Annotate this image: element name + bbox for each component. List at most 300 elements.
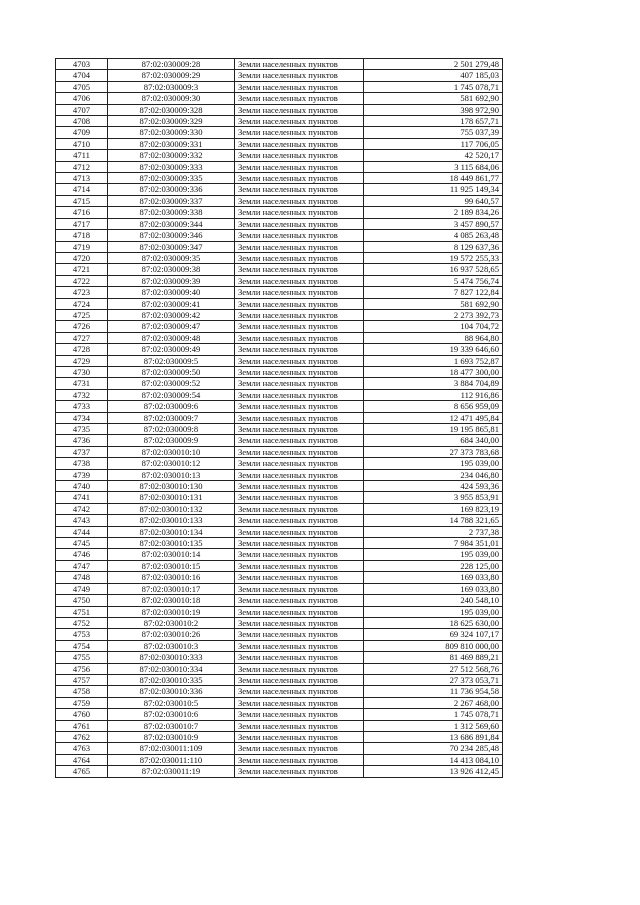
- cadastral-value-cell: 684 340,00: [364, 435, 503, 446]
- cadastral-value-cell: 11 736 954,58: [364, 686, 503, 697]
- cadastral-number-cell: 87:02:030010:5: [108, 697, 235, 708]
- land-category-cell: Земли населенных пунктов: [235, 207, 364, 218]
- table-row: [56, 81, 503, 92]
- row-number-cell: 4705: [56, 81, 108, 92]
- row-number-cell: 4703: [56, 59, 108, 70]
- land-category-cell: Земли населенных пунктов: [235, 583, 364, 594]
- row-number-cell: 4765: [56, 766, 108, 777]
- row-number-cell: 4726: [56, 321, 108, 332]
- cadastral-number-cell: 87:02:030010:131: [108, 492, 235, 503]
- cadastral-number-cell: 87:02:030009:54: [108, 389, 235, 400]
- cadastral-value-cell: 12 471 495,84: [364, 412, 503, 423]
- row-number-cell: 4735: [56, 424, 108, 435]
- cadastral-number-cell: 87:02:030009:52: [108, 378, 235, 389]
- cadastral-value-cell: 3 115 684,06: [364, 161, 503, 172]
- land-category-cell: Земли населенных пунктов: [235, 435, 364, 446]
- row-number-cell: 4739: [56, 469, 108, 480]
- table-row: [56, 93, 503, 104]
- row-number-cell: 4750: [56, 595, 108, 606]
- cadastral-number-cell: 87:02:030010:135: [108, 538, 235, 549]
- cadastral-number-cell: 87:02:030011:109: [108, 743, 235, 754]
- row-number-cell: 4709: [56, 127, 108, 138]
- table-row: [56, 583, 503, 594]
- row-number-cell: 4744: [56, 526, 108, 537]
- cadastral-number-cell: 87:02:030010:18: [108, 595, 235, 606]
- land-category-cell: Земли населенных пунктов: [235, 743, 364, 754]
- cadastral-value-cell: 14 413 084,10: [364, 754, 503, 765]
- cadastral-number-cell: 87:02:030010:130: [108, 481, 235, 492]
- cadastral-number-cell: 87:02:030010:19: [108, 606, 235, 617]
- land-category-cell: Земли населенных пунктов: [235, 458, 364, 469]
- cadastral-value-cell: 2 189 834,26: [364, 207, 503, 218]
- cadastral-value-cell: 81 469 889,21: [364, 652, 503, 663]
- land-category-cell: Земли населенных пунктов: [235, 549, 364, 560]
- cadastral-number-cell: 87:02:030009:35: [108, 252, 235, 263]
- row-number-cell: 4734: [56, 412, 108, 423]
- cadastral-value-table: [55, 58, 503, 778]
- cadastral-value-cell: 3 955 853,91: [364, 492, 503, 503]
- cadastral-value-cell: 18 449 861,77: [364, 173, 503, 184]
- land-category-cell: Земли населенных пунктов: [235, 195, 364, 206]
- cadastral-value-cell: 755 037,39: [364, 127, 503, 138]
- row-number-cell: 4753: [56, 629, 108, 640]
- cadastral-number-cell: 87:02:030009:336: [108, 184, 235, 195]
- land-category-cell: Земли населенных пунктов: [235, 697, 364, 708]
- land-category-cell: Земли населенных пунктов: [235, 150, 364, 161]
- row-number-cell: 4760: [56, 709, 108, 720]
- land-category-cell: Земли населенных пунктов: [235, 640, 364, 651]
- cadastral-number-cell: 87:02:030009:30: [108, 93, 235, 104]
- cadastral-number-cell: 87:02:030009:335: [108, 173, 235, 184]
- row-number-cell: 4720: [56, 252, 108, 263]
- land-category-cell: Земли населенных пунктов: [235, 93, 364, 104]
- row-number-cell: 4737: [56, 446, 108, 457]
- cadastral-number-cell: 87:02:030010:16: [108, 572, 235, 583]
- cadastral-value-cell: 1 745 078,71: [364, 81, 503, 92]
- row-number-cell: 4714: [56, 184, 108, 195]
- table-row: [56, 458, 503, 469]
- table-row: [56, 309, 503, 320]
- land-category-cell: Земли населенных пунктов: [235, 412, 364, 423]
- row-number-cell: 4759: [56, 697, 108, 708]
- land-category-cell: Земли населенных пунктов: [235, 275, 364, 286]
- cadastral-number-cell: 87:02:030009:337: [108, 195, 235, 206]
- table-row: [56, 218, 503, 229]
- cadastral-value-cell: 104 704,72: [364, 321, 503, 332]
- row-number-cell: 4710: [56, 138, 108, 149]
- cadastral-value-cell: 14 788 321,65: [364, 515, 503, 526]
- land-category-cell: Земли населенных пунктов: [235, 218, 364, 229]
- table-row: [56, 252, 503, 263]
- cadastral-number-cell: 87:02:030009:28: [108, 59, 235, 70]
- land-category-cell: Земли населенных пунктов: [235, 344, 364, 355]
- table-row: [56, 59, 503, 70]
- table-row: [56, 298, 503, 309]
- table-row: [56, 195, 503, 206]
- cadastral-number-cell: 87:02:030010:26: [108, 629, 235, 640]
- land-category-cell: Земли населенных пунктов: [235, 298, 364, 309]
- cadastral-value-cell: 19 195 865,81: [364, 424, 503, 435]
- cadastral-value-cell: 70 234 285,48: [364, 743, 503, 754]
- cadastral-value-cell: 99 640,57: [364, 195, 503, 206]
- row-number-cell: 4757: [56, 674, 108, 685]
- cadastral-value-cell: 1 745 078,71: [364, 709, 503, 720]
- table-row: [56, 332, 503, 343]
- cadastral-number-cell: 87:02:030010:6: [108, 709, 235, 720]
- table-row: [56, 366, 503, 377]
- land-category-cell: Земли населенных пунктов: [235, 116, 364, 127]
- cadastral-value-cell: 234 046,80: [364, 469, 503, 480]
- table-row: [56, 344, 503, 355]
- land-category-cell: Земли населенных пунктов: [235, 184, 364, 195]
- cadastral-number-cell: 87:02:030009:5: [108, 355, 235, 366]
- table-row: [56, 538, 503, 549]
- cadastral-number-cell: 87:02:030009:6: [108, 401, 235, 412]
- table-row: [56, 526, 503, 537]
- cadastral-value-cell: 3 457 890,57: [364, 218, 503, 229]
- cadastral-value-cell: 11 925 149,34: [364, 184, 503, 195]
- table-row: [56, 572, 503, 583]
- cadastral-value-cell: 5 474 756,74: [364, 275, 503, 286]
- cadastral-value-cell: 8 656 959,09: [364, 401, 503, 412]
- row-number-cell: 4756: [56, 663, 108, 674]
- land-category-cell: Земли населенных пунктов: [235, 138, 364, 149]
- row-number-cell: 4733: [56, 401, 108, 412]
- cadastral-number-cell: 87:02:030010:7: [108, 720, 235, 731]
- cadastral-number-cell: 87:02:030009:41: [108, 298, 235, 309]
- cadastral-number-cell: 87:02:030009:38: [108, 264, 235, 275]
- table-row: [56, 766, 503, 777]
- land-category-cell: Земли населенных пунктов: [235, 401, 364, 412]
- cadastral-value-cell: 4 085 263,48: [364, 230, 503, 241]
- row-number-cell: 4716: [56, 207, 108, 218]
- table-row: [56, 674, 503, 685]
- table-row: [56, 412, 503, 423]
- land-category-cell: Земли населенных пунктов: [235, 264, 364, 275]
- cadastral-value-cell: 16 937 528,65: [364, 264, 503, 275]
- cadastral-value-cell: 27 373 053,71: [364, 674, 503, 685]
- table-row: [56, 515, 503, 526]
- land-category-cell: Земли населенных пунктов: [235, 389, 364, 400]
- land-category-cell: Земли населенных пунктов: [235, 70, 364, 81]
- land-category-cell: Земли населенных пунктов: [235, 572, 364, 583]
- cadastral-value-cell: 2 273 392,73: [364, 309, 503, 320]
- row-number-cell: 4747: [56, 560, 108, 571]
- row-number-cell: 4741: [56, 492, 108, 503]
- cadastral-value-cell: 3 884 704,89: [364, 378, 503, 389]
- cadastral-number-cell: 87:02:030010:15: [108, 560, 235, 571]
- table-row: [56, 492, 503, 503]
- cadastral-value-cell: 19 339 646,60: [364, 344, 503, 355]
- cadastral-value-cell: 19 572 255,33: [364, 252, 503, 263]
- cadastral-value-cell: 169 033,80: [364, 583, 503, 594]
- table-row: [56, 629, 503, 640]
- cadastral-value-cell: 42 520,17: [364, 150, 503, 161]
- table-row: [56, 161, 503, 172]
- table-row: [56, 435, 503, 446]
- cadastral-value-cell: 581 692,90: [364, 93, 503, 104]
- table-row: [56, 275, 503, 286]
- land-category-cell: Земли населенных пунктов: [235, 595, 364, 606]
- table-row: [56, 116, 503, 127]
- table-row: [56, 138, 503, 149]
- row-number-cell: 4721: [56, 264, 108, 275]
- table-row: [56, 104, 503, 115]
- table-row: [56, 241, 503, 252]
- cadastral-value-cell: 88 964,80: [364, 332, 503, 343]
- land-category-cell: Земли населенных пунктов: [235, 731, 364, 742]
- row-number-cell: 4754: [56, 640, 108, 651]
- row-number-cell: 4712: [56, 161, 108, 172]
- cadastral-number-cell: 87:02:030009:50: [108, 366, 235, 377]
- row-number-cell: 4752: [56, 617, 108, 628]
- table-row: [56, 150, 503, 161]
- cadastral-value-cell: 69 324 107,17: [364, 629, 503, 640]
- table-row: [56, 446, 503, 457]
- cadastral-value-cell: 2 737,38: [364, 526, 503, 537]
- table-row: [56, 264, 503, 275]
- table-row: [56, 503, 503, 514]
- land-category-cell: Земли населенных пунктов: [235, 378, 364, 389]
- cadastral-value-cell: 178 657,71: [364, 116, 503, 127]
- cadastral-value-cell: 27 373 783,68: [364, 446, 503, 457]
- land-category-cell: Земли населенных пунктов: [235, 469, 364, 480]
- cadastral-value-cell: 195 039,00: [364, 549, 503, 560]
- table-row: [56, 424, 503, 435]
- land-category-cell: Земли населенных пунктов: [235, 686, 364, 697]
- table-row: [56, 617, 503, 628]
- table-row: [56, 378, 503, 389]
- row-number-cell: 4762: [56, 731, 108, 742]
- cadastral-number-cell: 87:02:030009:328: [108, 104, 235, 115]
- land-category-cell: Земли населенных пунктов: [235, 652, 364, 663]
- table-row: [56, 184, 503, 195]
- land-category-cell: Земли населенных пунктов: [235, 161, 364, 172]
- table-row: [56, 709, 503, 720]
- row-number-cell: 4711: [56, 150, 108, 161]
- table-row: [56, 640, 503, 651]
- cadastral-number-cell: 87:02:030009:3: [108, 81, 235, 92]
- land-category-cell: Земли населенных пунктов: [235, 503, 364, 514]
- cadastral-value-cell: 8 129 637,36: [364, 241, 503, 252]
- row-number-cell: 4736: [56, 435, 108, 446]
- cadastral-number-cell: 87:02:030010:14: [108, 549, 235, 560]
- cadastral-number-cell: 87:02:030010:333: [108, 652, 235, 663]
- table-row: [56, 287, 503, 298]
- cadastral-number-cell: 87:02:030009:329: [108, 116, 235, 127]
- cadastral-number-cell: 87:02:030009:346: [108, 230, 235, 241]
- row-number-cell: 4749: [56, 583, 108, 594]
- cadastral-number-cell: 87:02:030009:347: [108, 241, 235, 252]
- row-number-cell: 4763: [56, 743, 108, 754]
- table-row: [56, 686, 503, 697]
- land-category-cell: Земли населенных пунктов: [235, 309, 364, 320]
- cadastral-value-cell: 228 125,00: [364, 560, 503, 571]
- table-row: [56, 697, 503, 708]
- row-number-cell: 4728: [56, 344, 108, 355]
- cadastral-number-cell: 87:02:030009:331: [108, 138, 235, 149]
- land-category-cell: Земли населенных пунктов: [235, 332, 364, 343]
- row-number-cell: 4745: [56, 538, 108, 549]
- cadastral-number-cell: 87:02:030009:338: [108, 207, 235, 218]
- cadastral-value-cell: 13 686 891,84: [364, 731, 503, 742]
- cadastral-value-cell: 112 916,86: [364, 389, 503, 400]
- table-row: [56, 321, 503, 332]
- cadastral-number-cell: 87:02:030010:17: [108, 583, 235, 594]
- cadastral-value-cell: 407 185,03: [364, 70, 503, 81]
- cadastral-value-cell: 195 039,00: [364, 606, 503, 617]
- cadastral-number-cell: 87:02:030010:335: [108, 674, 235, 685]
- cadastral-number-cell: 87:02:030009:42: [108, 309, 235, 320]
- cadastral-value-cell: 398 972,90: [364, 104, 503, 115]
- cadastral-value-cell: 169 033,80: [364, 572, 503, 583]
- table-row: [56, 606, 503, 617]
- row-number-cell: 4742: [56, 503, 108, 514]
- cadastral-number-cell: 87:02:030009:49: [108, 344, 235, 355]
- cadastral-number-cell: 87:02:030009:333: [108, 161, 235, 172]
- row-number-cell: 4724: [56, 298, 108, 309]
- table-row: [56, 207, 503, 218]
- land-category-cell: Земли населенных пунктов: [235, 127, 364, 138]
- table-row: [56, 720, 503, 731]
- cadastral-number-cell: 87:02:030010:134: [108, 526, 235, 537]
- land-category-cell: Земли населенных пунктов: [235, 355, 364, 366]
- row-number-cell: 4718: [56, 230, 108, 241]
- row-number-cell: 4704: [56, 70, 108, 81]
- table-row: [56, 70, 503, 81]
- cadastral-number-cell: 87:02:030010:133: [108, 515, 235, 526]
- table-row: [56, 652, 503, 663]
- row-number-cell: 4725: [56, 309, 108, 320]
- table-row: [56, 549, 503, 560]
- cadastral-number-cell: 87:02:030009:47: [108, 321, 235, 332]
- row-number-cell: 4764: [56, 754, 108, 765]
- cadastral-value-cell: 18 625 630,00: [364, 617, 503, 628]
- table-row: [56, 481, 503, 492]
- cadastral-value-cell: 7 827 122,84: [364, 287, 503, 298]
- row-number-cell: 4748: [56, 572, 108, 583]
- row-number-cell: 4717: [56, 218, 108, 229]
- table-row: [56, 731, 503, 742]
- land-category-cell: Земли населенных пунктов: [235, 173, 364, 184]
- land-category-cell: Земли населенных пунктов: [235, 104, 364, 115]
- table-row: [56, 754, 503, 765]
- cadastral-value-cell: 1 693 752,87: [364, 355, 503, 366]
- land-category-cell: Земли населенных пунктов: [235, 59, 364, 70]
- land-category-cell: Земли населенных пунктов: [235, 754, 364, 765]
- row-number-cell: 4746: [56, 549, 108, 560]
- table-row: [56, 469, 503, 480]
- land-category-cell: Земли населенных пунктов: [235, 709, 364, 720]
- table-row: [56, 595, 503, 606]
- table-row: [56, 127, 503, 138]
- land-category-cell: Земли населенных пунктов: [235, 287, 364, 298]
- row-number-cell: 4723: [56, 287, 108, 298]
- cadastral-number-cell: 87:02:030009:330: [108, 127, 235, 138]
- table-body: [56, 59, 503, 778]
- land-category-cell: Земли населенных пунктов: [235, 230, 364, 241]
- land-category-cell: Земли населенных пунктов: [235, 81, 364, 92]
- cadastral-number-cell: 87:02:030010:12: [108, 458, 235, 469]
- row-number-cell: 4751: [56, 606, 108, 617]
- cadastral-number-cell: 87:02:030010:10: [108, 446, 235, 457]
- land-category-cell: Земли населенных пунктов: [235, 629, 364, 640]
- cadastral-number-cell: 87:02:030009:9: [108, 435, 235, 446]
- land-category-cell: Земли населенных пунктов: [235, 446, 364, 457]
- land-category-cell: Земли населенных пунктов: [235, 515, 364, 526]
- row-number-cell: 4758: [56, 686, 108, 697]
- cadastral-number-cell: 87:02:030009:29: [108, 70, 235, 81]
- land-category-cell: Земли населенных пунктов: [235, 663, 364, 674]
- cadastral-value-cell: 27 512 568,76: [364, 663, 503, 674]
- row-number-cell: 4707: [56, 104, 108, 115]
- land-category-cell: Земли населенных пунктов: [235, 674, 364, 685]
- cadastral-number-cell: 87:02:030009:48: [108, 332, 235, 343]
- cadastral-number-cell: 87:02:030010:3: [108, 640, 235, 651]
- land-category-cell: Земли населенных пунктов: [235, 481, 364, 492]
- row-number-cell: 4706: [56, 93, 108, 104]
- land-category-cell: Земли населенных пунктов: [235, 424, 364, 435]
- row-number-cell: 4729: [56, 355, 108, 366]
- cadastral-number-cell: 87:02:030010:334: [108, 663, 235, 674]
- land-category-cell: Земли населенных пунктов: [235, 720, 364, 731]
- cadastral-number-cell: 87:02:030010:13: [108, 469, 235, 480]
- land-category-cell: Земли населенных пунктов: [235, 366, 364, 377]
- row-number-cell: 4761: [56, 720, 108, 731]
- cadastral-value-cell: 581 692,90: [364, 298, 503, 309]
- table-row: [56, 663, 503, 674]
- cadastral-value-cell: 809 810 000,00: [364, 640, 503, 651]
- land-category-cell: Земли населенных пунктов: [235, 252, 364, 263]
- land-category-cell: Земли населенных пунктов: [235, 606, 364, 617]
- row-number-cell: 4738: [56, 458, 108, 469]
- cadastral-value-cell: 195 039,00: [364, 458, 503, 469]
- land-category-cell: Земли населенных пунктов: [235, 526, 364, 537]
- cadastral-number-cell: 87:02:030010:336: [108, 686, 235, 697]
- cadastral-number-cell: 87:02:030010:132: [108, 503, 235, 514]
- cadastral-value-cell: 2 501 279,48: [364, 59, 503, 70]
- cadastral-number-cell: 87:02:030009:39: [108, 275, 235, 286]
- row-number-cell: 4740: [56, 481, 108, 492]
- cadastral-number-cell: 87:02:030010:9: [108, 731, 235, 742]
- table-row: [56, 743, 503, 754]
- cadastral-value-cell: 18 477 300,00: [364, 366, 503, 377]
- cadastral-value-cell: 13 926 412,45: [364, 766, 503, 777]
- land-category-cell: Земли населенных пунктов: [235, 321, 364, 332]
- cadastral-value-cell: 424 593,36: [364, 481, 503, 492]
- table-row: [56, 389, 503, 400]
- row-number-cell: 4727: [56, 332, 108, 343]
- cadastral-number-cell: 87:02:030009:8: [108, 424, 235, 435]
- cadastral-number-cell: 87:02:030010:2: [108, 617, 235, 628]
- cadastral-number-cell: 87:02:030011:19: [108, 766, 235, 777]
- cadastral-value-cell: 7 984 351,01: [364, 538, 503, 549]
- row-number-cell: 4708: [56, 116, 108, 127]
- land-category-cell: Земли населенных пунктов: [235, 617, 364, 628]
- land-category-cell: Земли населенных пунктов: [235, 492, 364, 503]
- land-category-cell: Земли населенных пунктов: [235, 766, 364, 777]
- cadastral-number-cell: 87:02:030011:110: [108, 754, 235, 765]
- cadastral-value-cell: 240 548,10: [364, 595, 503, 606]
- cadastral-number-cell: 87:02:030009:332: [108, 150, 235, 161]
- row-number-cell: 4731: [56, 378, 108, 389]
- land-category-cell: Земли населенных пунктов: [235, 560, 364, 571]
- cadastral-value-cell: 1 312 569,60: [364, 720, 503, 731]
- cadastral-value-cell: 117 706,05: [364, 138, 503, 149]
- row-number-cell: 4730: [56, 366, 108, 377]
- cadastral-number-cell: 87:02:030009:7: [108, 412, 235, 423]
- row-number-cell: 4713: [56, 173, 108, 184]
